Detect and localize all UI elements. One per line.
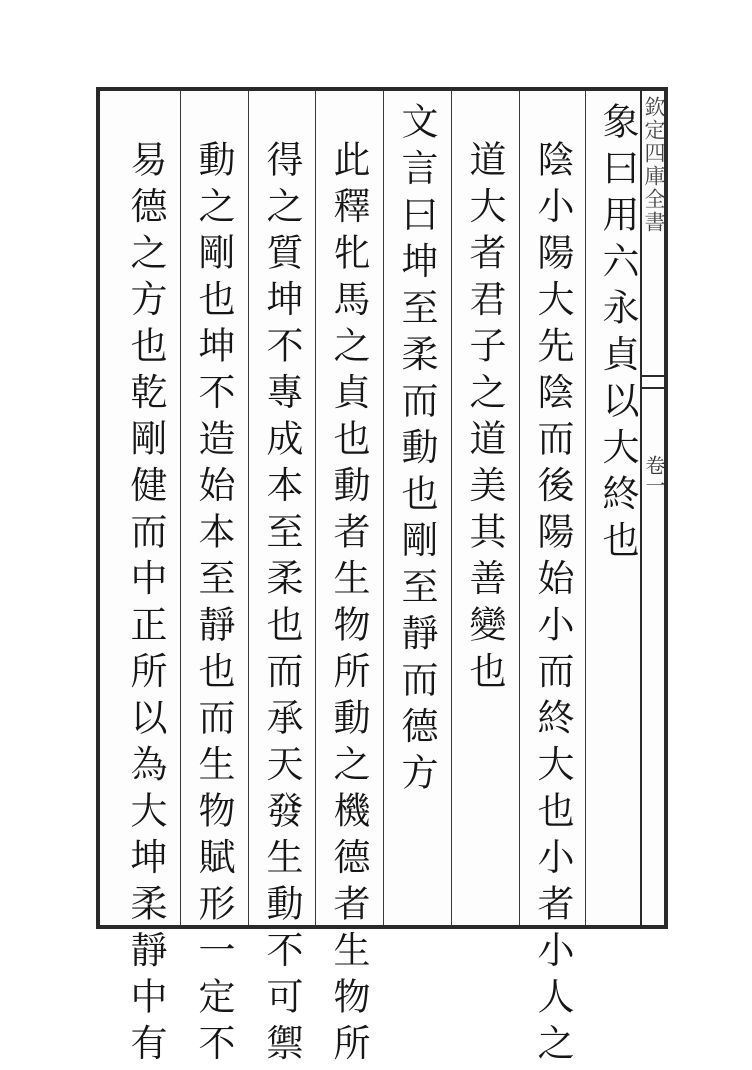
column-rule <box>585 91 586 925</box>
column-rule <box>180 91 181 925</box>
text-column-3: 道大者君子之道美其善變也 <box>463 140 506 698</box>
column-rule <box>248 91 249 925</box>
column-rule <box>519 91 520 925</box>
text-column-1: 象曰用六永貞以大終也 <box>596 102 639 567</box>
text-column-7: 動之剛也坤不造始本至靜也而生物賦形一定不 <box>192 140 235 1070</box>
column-rule <box>315 91 316 925</box>
fold-volume-label: 卷一 <box>642 455 666 495</box>
text-column-8: 易德之方也乾剛健而中正所以為大坤柔靜中有 <box>124 140 167 1070</box>
text-column-6: 得之質坤不專成本至柔也而承天發生動不可禦 <box>260 140 303 1070</box>
fish-tail-mark <box>640 375 668 389</box>
text-column-5: 此釋牝馬之貞也動者生物所動之機德者生物所 <box>327 140 370 1070</box>
fold-title: 欽定四庫全書 <box>642 96 666 234</box>
column-rule <box>383 91 384 925</box>
text-column-2: 陰小陽大先陰而後陽始小而終大也小者小人之 <box>531 140 574 1070</box>
page-border <box>96 87 668 929</box>
text-column-4: 文言曰坤至柔而動也剛至靜而德方 <box>395 102 438 800</box>
column-rule <box>451 91 452 925</box>
